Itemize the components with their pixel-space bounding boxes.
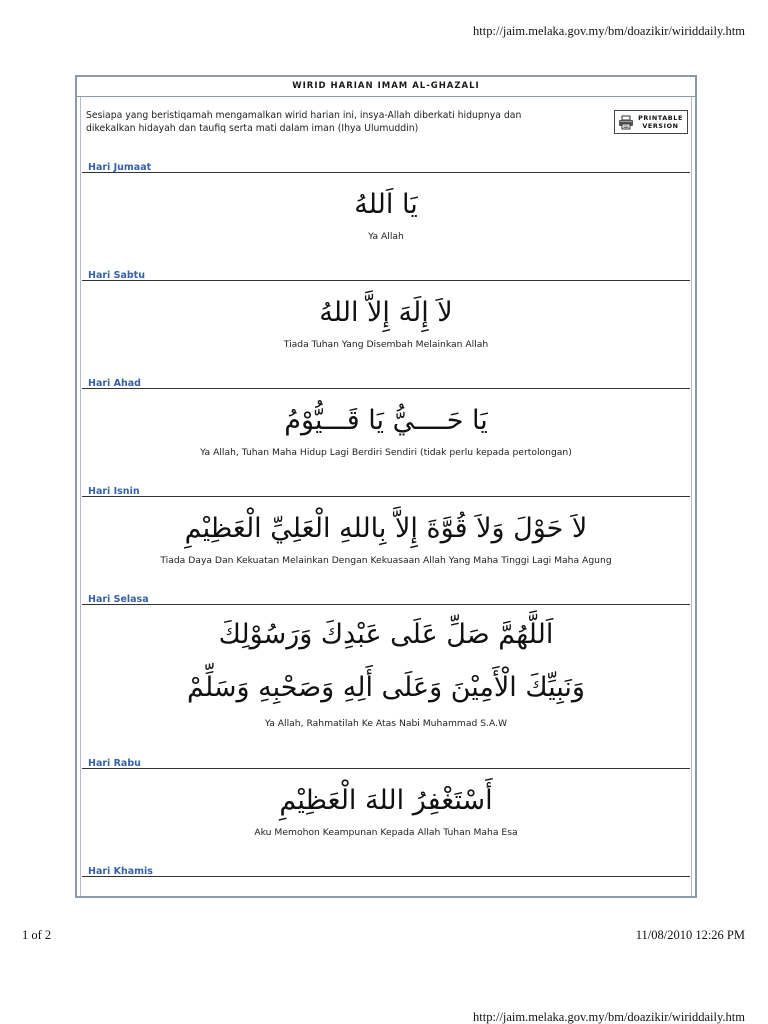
day-label: Hari Ahad xyxy=(88,378,141,389)
printable-version-button[interactable] xyxy=(614,110,688,134)
arabic-line: لاَ حَوْلَ وَلاَ قُوَّةَ إِلاَّ بِاللهِ الْعَلِيِّ الْعَظِيْمِ xyxy=(184,513,588,544)
page-indicator: 1 of 2 xyxy=(22,928,52,942)
panel-content xyxy=(80,97,692,896)
print-header-url: http://jaim.melaka.gov.my/bm/doazikir/wiriddaily.htm xyxy=(473,24,745,38)
translation: Tiada Daya Dan Kekuatan Melainkan Dengan Kekuasaan Allah Yang Maha Tinggi Lagi Maha Agung xyxy=(160,555,612,566)
day-section-sabtu xyxy=(82,262,690,370)
intro-section xyxy=(81,97,691,154)
day-header xyxy=(82,858,690,877)
arabic-text xyxy=(82,396,690,446)
translation: Ya Allah xyxy=(368,231,404,242)
arabic-line: وَنَبِيِّكَ الْأَمِيْنَ وَعَلَى أَلِهِ وَصَحْبِهِ وَسَلِّمْ xyxy=(187,672,585,703)
arabic-line: أَسْتَغْفِرُ اللهَ الْعَظِيْمِ xyxy=(279,785,493,816)
arabic-text xyxy=(82,288,690,338)
day-label: Hari Isnin xyxy=(88,486,140,497)
arabic-line: اَللَّهُمَّ صَلِّ عَلَى عَبْدِكَ وَرَسُوْلِكَ xyxy=(218,619,554,650)
arabic-line: لاَ إِلَهَ إِلاَّ اللهُ xyxy=(319,297,453,328)
translation: Ya Allah, Rahmatilah Ke Atas Nabi Muhammad S.A.W xyxy=(264,718,508,729)
arabic-line: يَا اَللهُ xyxy=(354,189,418,220)
next-page-header-url: http://jaim.melaka.gov.my/bm/doazikir/wiriddaily.htm xyxy=(473,1010,745,1024)
day-label: Hari Jumaat xyxy=(88,162,152,173)
day-label: Hari Rabu xyxy=(88,758,141,769)
day-header xyxy=(82,154,690,173)
day-header xyxy=(82,478,690,497)
day-label: Hari Sabtu xyxy=(88,270,145,281)
arabic-line: يَا حَــــيُّ يَا قَـــيُّوْمُ xyxy=(284,405,488,436)
printable-label-line1: PRINTABLE xyxy=(638,114,683,122)
day-section-rabu xyxy=(82,750,690,858)
intro-line: Sesiapa yang beristiqamah mengamalkan wirid harian ini, insya-Allah diberkati hidupnya dan xyxy=(86,110,522,121)
day-section-selasa xyxy=(82,586,690,750)
day-header xyxy=(82,750,690,769)
printable-version-label xyxy=(634,114,687,130)
day-header xyxy=(82,262,690,281)
arabic-text xyxy=(82,180,690,230)
arabic-text xyxy=(82,608,690,714)
translation: Tiada Tuhan Yang Disembah Melainkan Allah xyxy=(283,339,489,350)
intro-text xyxy=(86,109,521,135)
panel-title: WIRID HARIAN IMAM AL-GHAZALI xyxy=(77,77,695,97)
day-header xyxy=(82,370,690,389)
day-label: Hari Selasa xyxy=(88,594,149,605)
translation: Ya Allah, Tuhan Maha Hidup Lagi Berdiri Sendiri (tidak perlu kepada pertolongan) xyxy=(200,447,572,458)
printer-icon xyxy=(618,115,634,130)
day-section-jumaat xyxy=(82,154,690,262)
day-section-khamis xyxy=(82,858,690,877)
day-section-ahad xyxy=(82,370,690,478)
arabic-text xyxy=(82,504,690,554)
intro-line: dikekalkan hidayah dan taufiq serta mati dalam iman (Ihya Ulumuddin) xyxy=(86,123,419,134)
print-timestamp: 11/08/2010 12:26 PM xyxy=(635,928,745,942)
day-header xyxy=(82,586,690,605)
day-label: Hari Khamis xyxy=(88,866,153,877)
day-section-isnin xyxy=(82,478,690,586)
wirid-panel xyxy=(75,75,697,898)
arabic-text xyxy=(82,776,690,826)
translation: Aku Memohon Keampunan Kepada Allah Tuhan Maha Esa xyxy=(254,827,518,838)
printable-label-line2: VERSION xyxy=(642,122,679,130)
